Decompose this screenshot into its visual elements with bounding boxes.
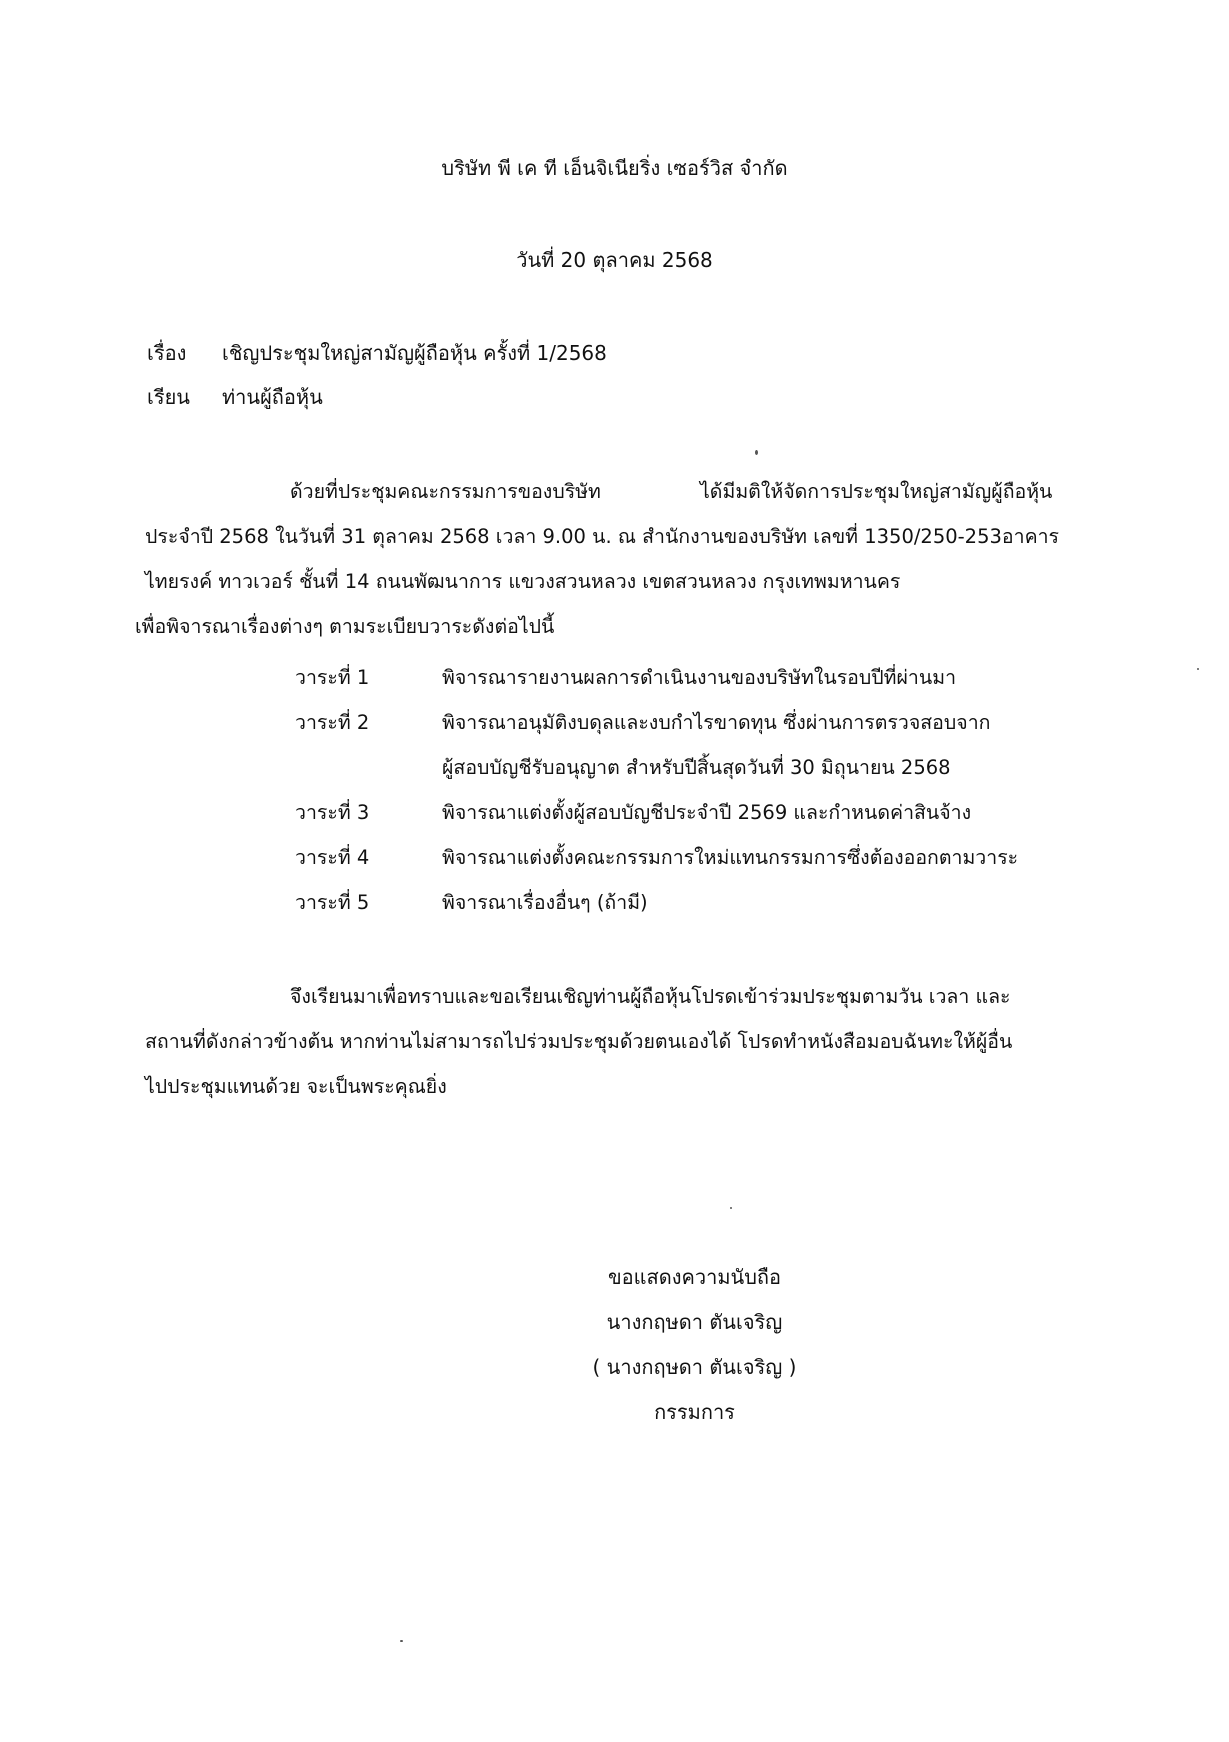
- agenda-label: วาระที่ 4: [295, 846, 370, 869]
- intro-line-1b: ได้มีมติให้จัดการประชุมใหญ่สามัญผู้ถือหุ้น: [700, 480, 1053, 503]
- intro-line-3: ไทยรงค์ ทาวเวอร์ ชั้นที่ 14 ถนนพัฒนาการ แขวงสวนหลวง เขตสวนหลวง กรุงเทพมหานคร: [145, 570, 901, 593]
- agenda-text: ผู้สอบบัญชีรับอนุญาต สำหรับปีสิ้นสุดวันที่ 30 มิถุนายน 2568: [442, 756, 951, 779]
- agenda-label: วาระที่ 1: [295, 666, 370, 689]
- signature-position: กรรมการ: [654, 1400, 735, 1424]
- scan-speck: [755, 450, 758, 455]
- scan-speck: [730, 1207, 732, 1209]
- agenda-text: พิจารณาอนุมัติงบดุลและงบกำไรขาดทุน ซึ่งผ่านการตรวจสอบจาก: [442, 711, 991, 734]
- intro-line-2: ประจำปี 2568 ในวันที่ 31 ตุลาคม 2568 เวลา 9.00 น. ณ สำนักงานของบริษัท เลขที่ 1350/250-253อาคาร: [145, 525, 1060, 548]
- agenda-text: พิจารณาเรื่องอื่นๆ (ถ้ามี): [442, 891, 648, 914]
- scan-speck: [400, 1640, 403, 1642]
- agenda-text: พิจารณารายงานผลการดำเนินงานของบริษัทในรอบปีที่ผ่านมา: [442, 666, 957, 689]
- signature-printed-name: ( นางกฤษดา ตันเจริญ ): [592, 1355, 797, 1379]
- salutation-label: เรียน: [147, 385, 190, 409]
- subject-value: เชิญประชุมใหญ่สามัญผู้ถือหุ้น ครั้งที่ 1/2568: [222, 341, 607, 365]
- closing-line-3: ไปประชุมแทนด้วย จะเป็นพระคุณยิ่ง: [145, 1075, 447, 1098]
- signature-name: นางกฤษดา ตันเจริญ: [606, 1310, 783, 1334]
- letter-date: วันที่ 20 ตุลาคม 2568: [516, 248, 713, 272]
- closing-line-2: สถานที่ดังกล่าวข้างต้น หากท่านไม่สามารถไปร่วมประชุมด้วยตนเองได้ โปรดทำหนังสือมอบฉันทะให้ผู้อื่น: [145, 1030, 1013, 1053]
- company-name: บริษัท พี เค ที เอ็นจิเนียริ่ง เซอร์วิส จำกัด: [441, 156, 788, 180]
- agenda-text: พิจารณาแต่งตั้งผู้สอบบัญชีประจำปี 2569 และกำหนดค่าสินจ้าง: [442, 801, 972, 824]
- agenda-text: พิจารณาแต่งตั้งคณะกรรมการใหม่แทนกรรมการซึ่งต้องออกตามวาระ: [442, 846, 1019, 869]
- intro-line-1a: ด้วยที่ประชุมคณะกรรมการของบริษัท: [290, 480, 601, 503]
- closing-line-1: จึงเรียนมาเพื่อทราบและขอเรียนเชิญท่านผู้ถือหุ้นโปรดเข้าร่วมประชุมตามวัน เวลา และ: [290, 985, 1011, 1008]
- salutation-value: ท่านผู้ถือหุ้น: [222, 385, 323, 409]
- intro-line-4: เพื่อพิจารณาเรื่องต่างๆ ตามระเบียบวาระดังต่อไปนี้: [135, 615, 555, 638]
- signature-closing: ขอแสดงความนับถือ: [607, 1265, 782, 1289]
- agenda-label: วาระที่ 3: [295, 801, 370, 824]
- subject-label: เรื่อง: [147, 341, 187, 365]
- agenda-label: วาระที่ 2: [295, 711, 370, 734]
- scan-speck: [1197, 668, 1199, 670]
- agenda-label: วาระที่ 5: [295, 891, 370, 914]
